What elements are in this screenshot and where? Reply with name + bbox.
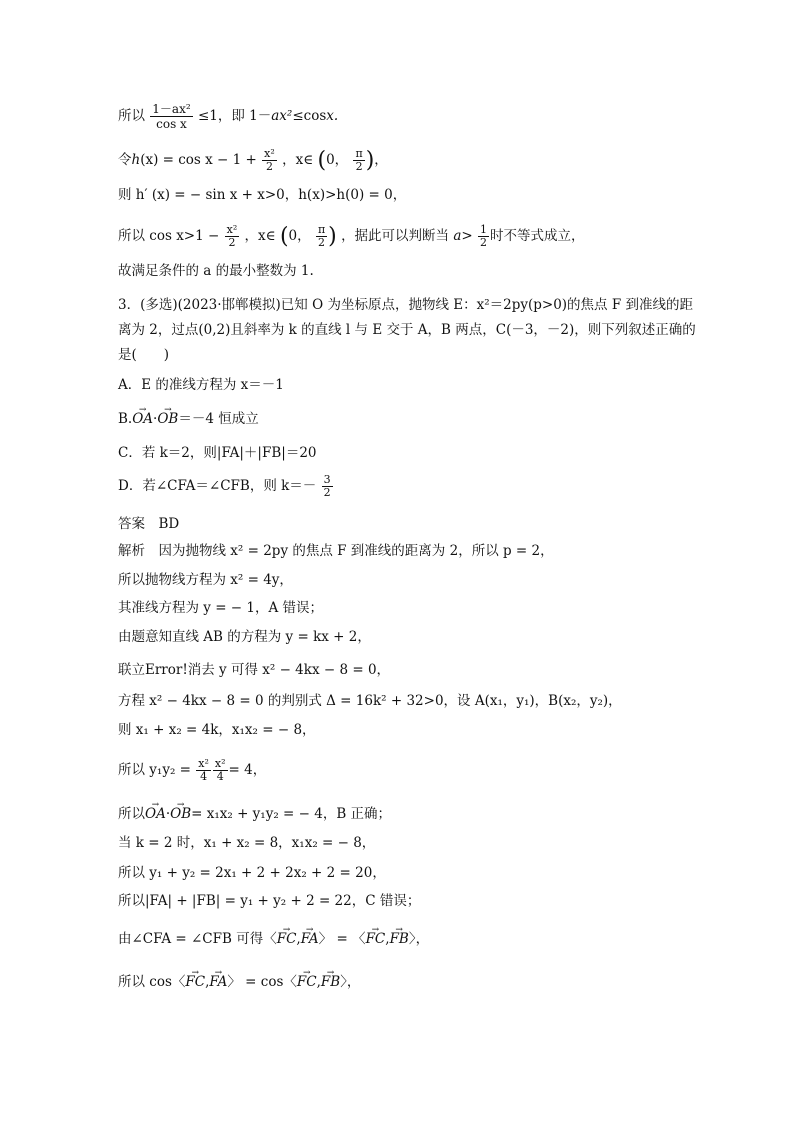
line-conclusion <box>118 224 585 249</box>
denominator: 2 <box>480 236 488 249</box>
math-term: ax² <box>271 108 293 124</box>
text: 由∠CFA = ∠CFB 可得〈 <box>118 931 277 947</box>
text: 所以 <box>118 806 145 822</box>
vector-fb: → FB <box>321 973 340 991</box>
text: 〉， <box>408 931 430 947</box>
question-3-stem: 3．(多选)(2023·邯郸模拟)已知 O 为坐标原点，抛物线 E：x²＝2py(p>0)的焦点 F 到准线的距离为 2，过点(0,2)且斜率为 k 的直线 l 与 E 交于 A，B 两点，C(－3，－2)，则下列叙述正确的是( ) <box>118 297 696 363</box>
text: = x₁x₂ + y₁y₂ = − 4，B 正确； <box>191 806 392 822</box>
vector-fc: → FC <box>277 930 297 948</box>
text: ， <box>374 152 388 168</box>
math-term: x. <box>326 108 339 124</box>
solution-line: 所以抛物线方程为 x² = 4y， <box>118 572 293 588</box>
vector-oa: → OA <box>132 410 153 428</box>
solution-line: 方程 x² − 4kx − 8 = 0 的判别式 Δ = 16k² + 32>0，设 A(x₁，y₁)，B(x₂，y₂)， <box>118 693 622 709</box>
denominator: 2 <box>318 236 326 249</box>
solution-line <box>118 930 429 948</box>
option-b <box>118 410 259 428</box>
text: ，据此可以判断当 <box>341 228 450 244</box>
option-c: C．若 k＝2，则|FA|＋|FB|＝20 <box>118 445 317 461</box>
fraction <box>322 474 333 499</box>
dot: · <box>165 806 171 822</box>
math-term: a> <box>453 228 473 244</box>
dot: · <box>153 411 158 427</box>
text: 〉， <box>340 974 361 990</box>
text: 令 <box>118 152 132 168</box>
text: 所以 y₁y₂ = <box>118 762 191 778</box>
vector-fa: → FA <box>301 930 319 948</box>
line-ineq <box>118 102 338 131</box>
text: 所以 cos x>1 − <box>118 228 220 244</box>
fraction <box>196 758 211 783</box>
text: = 4， <box>228 762 267 778</box>
vector-oa: → OA <box>145 805 166 823</box>
text: ，x∈ <box>282 152 314 168</box>
option-a: A．E 的准线方程为 x＝－1 <box>118 377 284 393</box>
numerator: x² <box>198 757 209 770</box>
math-term: 0， <box>288 228 311 244</box>
numerator: x² <box>226 223 238 236</box>
numerator: π <box>317 223 326 236</box>
denominator: 2 <box>323 486 331 499</box>
fraction <box>262 148 277 173</box>
vector-ob: → OB <box>157 410 178 428</box>
numerator: x² <box>214 757 226 770</box>
text: 时不等式成立， <box>490 228 585 244</box>
fraction <box>150 102 192 131</box>
text: 〉 = cos〈 <box>227 974 297 990</box>
solution-line <box>118 973 360 991</box>
comma: , <box>205 974 210 990</box>
numerator: 1 <box>480 223 488 236</box>
text: 所以 <box>118 108 145 124</box>
fraction <box>353 148 364 173</box>
numerator: x² <box>264 147 275 160</box>
fraction <box>225 224 240 249</box>
vector-ob: → OB <box>170 805 191 823</box>
denominator: 4 <box>216 770 224 783</box>
text: 〉 = 〈 <box>318 931 366 947</box>
denominator: cos x <box>156 117 187 131</box>
fraction <box>478 224 489 249</box>
solution-line: 所以|FA| + |FB| = y₁ + y₂ + 2 = 22，C 错误； <box>118 893 421 909</box>
text: 所以 cos〈 <box>118 974 186 990</box>
text: ≤1，即 1－ <box>197 108 272 124</box>
interval-bracket: ) <box>365 147 375 173</box>
numerator: π <box>355 147 363 160</box>
numerator: 3 <box>323 473 331 486</box>
denominator: 4 <box>200 770 208 783</box>
comma: , <box>316 974 321 990</box>
denominator: 2 <box>265 160 273 173</box>
fraction <box>213 758 228 783</box>
denominator: 2 <box>355 160 363 173</box>
text: ＝－4 恒成立 <box>178 411 259 427</box>
math-term: h <box>131 152 141 168</box>
line-define-h <box>118 148 388 173</box>
fraction <box>316 224 327 249</box>
vector-fc: → FC <box>297 973 317 991</box>
answer: 答案 BD <box>118 516 180 532</box>
solution-line: 解析 因为抛物线 x² = 2py 的焦点 F 到准线的距离为 2，所以 p = 2， <box>118 543 554 559</box>
solution-line: 则 x₁ + x₂ = 4k，x₁x₂ = − 8， <box>118 722 316 738</box>
comma: , <box>385 931 390 947</box>
solution-line: 所以 y₁ + y₂ = 2x₁ + 2 + 2x₂ + 2 = 20， <box>118 865 386 881</box>
line-derivative: 则 h′ (x) = − sin x + x>0，h(x)>h(0) = 0， <box>118 187 407 203</box>
text: ，x∈ <box>244 228 276 244</box>
vector-fb: → FB <box>390 930 409 948</box>
math-term: 0， <box>326 152 349 168</box>
comma: , <box>296 931 301 947</box>
solution-line: 其准线方程为 y = − 1，A 错误； <box>118 600 324 616</box>
line-answer-min: 故满足条件的 a 的最小整数为 1. <box>118 263 314 279</box>
solution-line <box>118 758 266 783</box>
denominator: 2 <box>228 236 236 249</box>
text: ≤cos <box>292 108 327 124</box>
solution-line: 联立Error!消去 y 可得 x² − 4kx − 8 = 0， <box>118 662 391 678</box>
numerator: 1－ax² <box>152 102 191 116</box>
text: (x) = cos x − 1 + <box>140 152 257 168</box>
interval-bracket: ) <box>328 223 337 249</box>
option-label: B. <box>118 411 133 427</box>
option-d <box>118 474 334 499</box>
vector-fc: → FC <box>185 973 205 991</box>
interval-bracket: ( <box>317 147 327 173</box>
interval-bracket: ( <box>279 223 289 249</box>
vector-fc: → FC <box>366 930 386 948</box>
text: D．若∠CFA＝∠CFB，则 k＝－ <box>118 478 317 494</box>
solution-line <box>118 805 391 823</box>
solution-line: 由题意知直线 AB 的方程为 y = kx + 2， <box>118 629 371 645</box>
vector-fa: → FA <box>209 973 227 991</box>
solution-line: 当 k = 2 时，x₁ + x₂ = 8，x₁x₂ = − 8， <box>118 835 376 851</box>
